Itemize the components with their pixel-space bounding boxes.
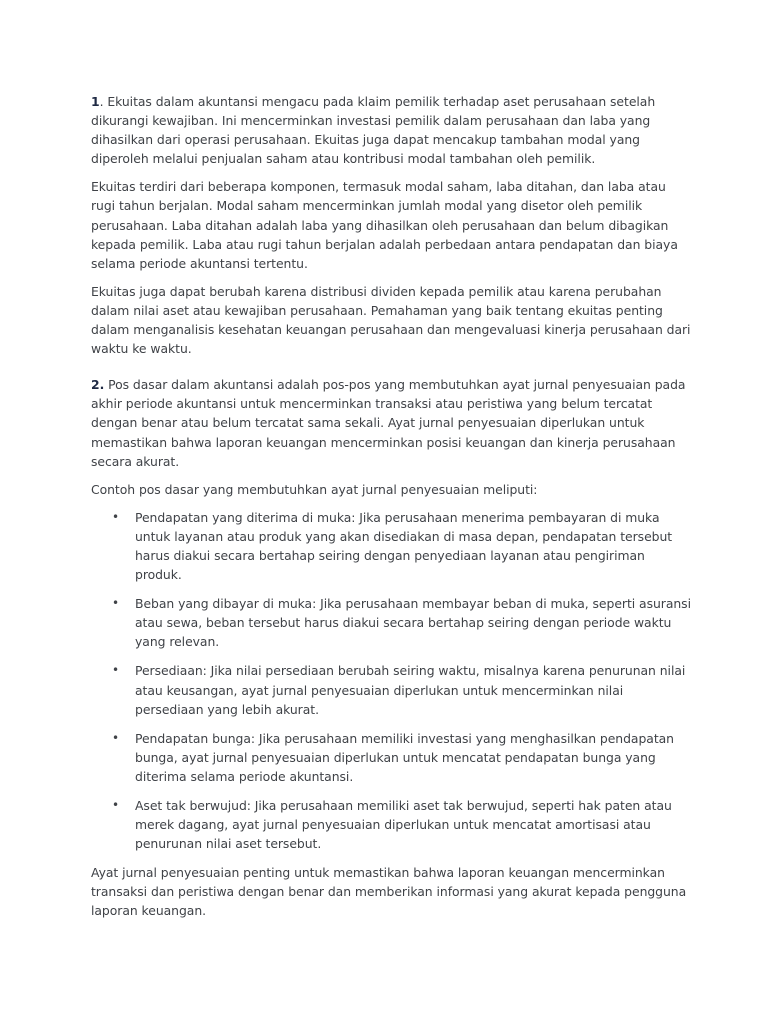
bullet-icon: • bbox=[112, 509, 120, 524]
section-1-paragraph-1 bbox=[91, 92, 691, 168]
pos-dasar-list bbox=[91, 508, 691, 854]
section-2-intro-text: Pos dasar dalam akuntansi adalah pos-pos yang membutuhkan ayat jurnal penyesuaian pada akhir periode akuntansi untuk mencerminkan transaksi atau peristiwa yang belum tercatat dengan benar atau belum tercatat sama sekali. Ayat jurnal penyesuaian diperlukan untuk memastikan bahwa laporan keuangan mencerminkan posisi keuangan dan kinerja perusahaan secara akurat. bbox=[91, 377, 686, 469]
bullet-icon: • bbox=[112, 730, 120, 745]
list-item-text: Beban yang dibayar di muka: Jika perusahaan membayar beban di muka, seperti asuransi atau sewa, beban tersebut harus diakui secara bertahap seiring dengan periode waktu yang relevan. bbox=[135, 596, 691, 650]
section-2-conclusion: Ayat jurnal penyesuaian penting untuk memastikan bahwa laporan keuangan mencerminkan transaksi dan peristiwa dengan benar dan memberikan informasi yang akurat kepada pengguna laporan keuangan. bbox=[91, 865, 687, 919]
list-item bbox=[91, 661, 691, 718]
list-item-text: Pendapatan bunga: Jika perusahaan memiliki investasi yang menghasilkan pendapatan bunga, ayat jurnal penyesuaian diperlukan untuk mencatat pendapatan bunga yang diterima selama periode akuntansi. bbox=[135, 730, 674, 784]
bullet-icon: • bbox=[112, 596, 120, 611]
section-1-paragraph-3: Ekuitas juga dapat berubah karena distribusi dividen kepada pemilik atau karena perubahan dalam nilai aset atau kewajiban perusahaan. Pemahaman yang baik tentang ekuitas penting dalam menganalisis kesehatan keuangan perusahaan dan mengevaluasi kinerja perusahaan dari waktu ke waktu. bbox=[91, 283, 691, 357]
document-body bbox=[91, 92, 691, 930]
section-1-number: 1 bbox=[91, 94, 100, 109]
bullet-icon: • bbox=[112, 798, 120, 812]
bullet-icon: • bbox=[112, 663, 120, 678]
list-item-text: Persediaan: Jika nilai persediaan berubah seiring waktu, misalnya karena penurunan nilai atau keusangan, ayat jurnal penyesuaian diperlukan untuk mencerminkan nilai persediaan yang lebih akurat. bbox=[135, 663, 686, 717]
section-2-list-intro: Contoh pos dasar yang membutuhkan ayat jurnal penyesuaian meliputi: bbox=[91, 481, 538, 497]
section-2-intro bbox=[91, 375, 691, 470]
section-2-number: 2. bbox=[91, 377, 105, 393]
section-1-paragraph-1-text: . Ekuitas dalam akuntansi mengacu pada klaim pemilik terhadap aset perusahaan setelah dikurangi kewajiban. Ini mencerminkan investasi pemilik dalam perusahaan dan laba yang dihasilkan dari operasi perusahaan. Ekuitas juga dapat mencakup tambahan modal yang diperoleh melalui penjualan saham atau kontribusi modal tambahan oleh pemilik. bbox=[91, 94, 656, 167]
list-item bbox=[91, 594, 691, 651]
section-1-paragraph-2: Ekuitas terdiri dari beberapa komponen, termasuk modal saham, laba ditahan, dan laba atau rugi tahun berjalan. Modal saham mencerminkan jumlah modal yang disetor oleh pemilik perusahaan. Laba ditahan adalah laba yang dihasilkan oleh perusahaan dan belum dibagikan kepada pemilik. Laba atau rugi tahun berjalan adalah perbedaan antara pendapatan dan biaya selama periode akuntansi tertentu. bbox=[91, 179, 678, 271]
list-item bbox=[91, 508, 691, 584]
list-item bbox=[91, 796, 691, 853]
list-item-text: Aset tak berwujud: Jika perusahaan memiliki aset tak berwujud, seperti hak paten atau merek dagang, ayat jurnal penyesuaian diperlukan untuk mencatat amortisasi atau penurunan nilai aset tersebut. bbox=[135, 798, 672, 852]
list-item-text: Pendapatan yang diterima di muka: Jika perusahaan menerima pembayaran di muka untuk layanan atau produk yang akan disediakan di masa depan, pendapatan tersebut harus diakui secara bertahap seiring dengan penyediaan layanan atau pengiriman produk. bbox=[135, 509, 673, 583]
list-item bbox=[91, 729, 691, 786]
